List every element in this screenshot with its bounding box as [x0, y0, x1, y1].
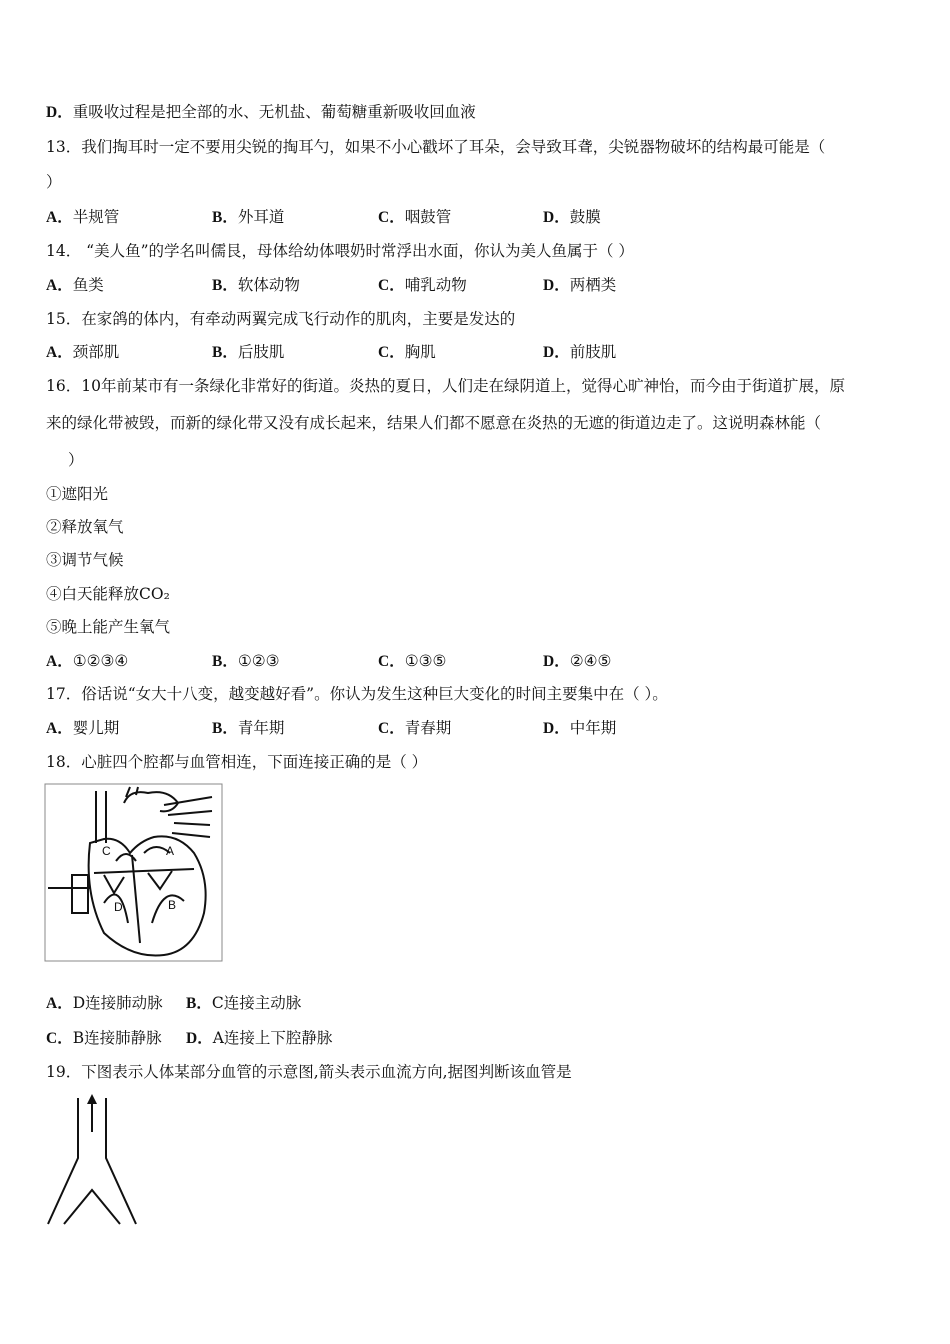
q12-option-d: D．重吸收过程是把全部的水、无机盐、葡萄糖重新吸收回血液	[46, 103, 476, 121]
q18-option-b: B．C连接主动脉	[186, 994, 302, 1012]
q16-option-b: B．①②③	[212, 652, 280, 670]
heart-diagram-icon	[44, 783, 224, 963]
q16-stem: 16．10年前某市有一条绿化非常好的街道。炎热的夏日，人们走在绿阴道上，觉得心旷神怡，而今由于街道扩展，原	[46, 377, 845, 395]
q15-option-c: C．胸肌	[378, 343, 436, 361]
q13-stem: 13．我们掏耳时一定不要用尖锐的掏耳勺，如果不小心戳坏了耳朵，会导致耳聋，尖锐器物破坏的结构最可能是（	[46, 138, 826, 156]
heart-label-c: C	[102, 844, 111, 858]
q16-statement-5: ⑤晚上能产生氧气	[46, 618, 171, 636]
q16-statement-3: ③调节气候	[46, 551, 124, 569]
q14-option-a: A．鱼类	[46, 276, 104, 294]
q15-option-a: A．颈部肌	[46, 343, 120, 361]
q16-stem-cont: 来的绿化带被毁，而新的绿化带又没有成长起来，结果人们都不愿意在炎热的无遮的街道边走了。这说明森林能（	[46, 414, 822, 432]
q17-option-c: C．青春期	[378, 719, 452, 737]
q14-option-b: B．软体动物	[212, 276, 300, 294]
q18-option-c: C．B连接肺静脉	[46, 1029, 162, 1047]
q17-option-b: B．青年期	[212, 719, 285, 737]
q15-stem: 15．在家鸽的体内，有牵动两翼完成飞行动作的肌肉，主要是发达的	[46, 310, 516, 328]
q13-option-d: D．鼓膜	[543, 208, 601, 226]
heart-label-a: A	[166, 844, 175, 858]
q15-option-b: B．后肢肌	[212, 343, 285, 361]
q15-option-d: D．前肢肌	[543, 343, 617, 361]
q16-option-c: C．①③⑤	[378, 652, 447, 670]
q13-stem-cont: ）	[46, 173, 62, 191]
q13-option-b: B．外耳道	[212, 208, 285, 226]
q16-statement-2: ②释放氧气	[46, 518, 124, 536]
blood-vessel-diagram-icon	[44, 1092, 140, 1228]
q16-stem-end: ）	[68, 451, 84, 469]
heart-label-b: B	[168, 898, 177, 912]
q14-stem: 14． “美人鱼”的学名叫儒艮，母体给幼体喂奶时常浮出水面，你认为美人鱼属于（ ）	[46, 242, 634, 260]
q17-option-a: A．婴儿期	[46, 719, 120, 737]
q14-option-d: D．两栖类	[543, 276, 617, 294]
q16-option-a: A．①②③④	[46, 652, 129, 670]
q16-statement-4: ④白天能释放CO₂	[46, 585, 170, 603]
q16-option-d: D．②④⑤	[543, 652, 612, 670]
flow-arrow-icon	[87, 1094, 97, 1104]
q13-option-c: C．咽鼓管	[378, 208, 452, 226]
q19-stem: 19．下图表示人体某部分血管的示意图,箭头表示血流方向,据图判断该血管是	[46, 1063, 572, 1081]
heart-label-d: D	[114, 900, 123, 914]
q18-option-d: D．A连接上下腔静脉	[186, 1029, 333, 1047]
q17-option-d: D．中年期	[543, 719, 617, 737]
q17-stem: 17．俗话说“女大十八变，越变越好看”。你认为发生这种巨大变化的时间主要集中在（ ）。	[46, 685, 668, 703]
q16-statement-1: ①遮阳光	[46, 485, 109, 503]
q18-option-a: A．D连接肺动脉	[46, 994, 163, 1012]
q18-stem: 18．心脏四个腔都与血管相连，下面连接正确的是（ ）	[46, 753, 428, 771]
q13-option-a: A．半规管	[46, 208, 120, 226]
q14-option-c: C．哺乳动物	[378, 276, 467, 294]
